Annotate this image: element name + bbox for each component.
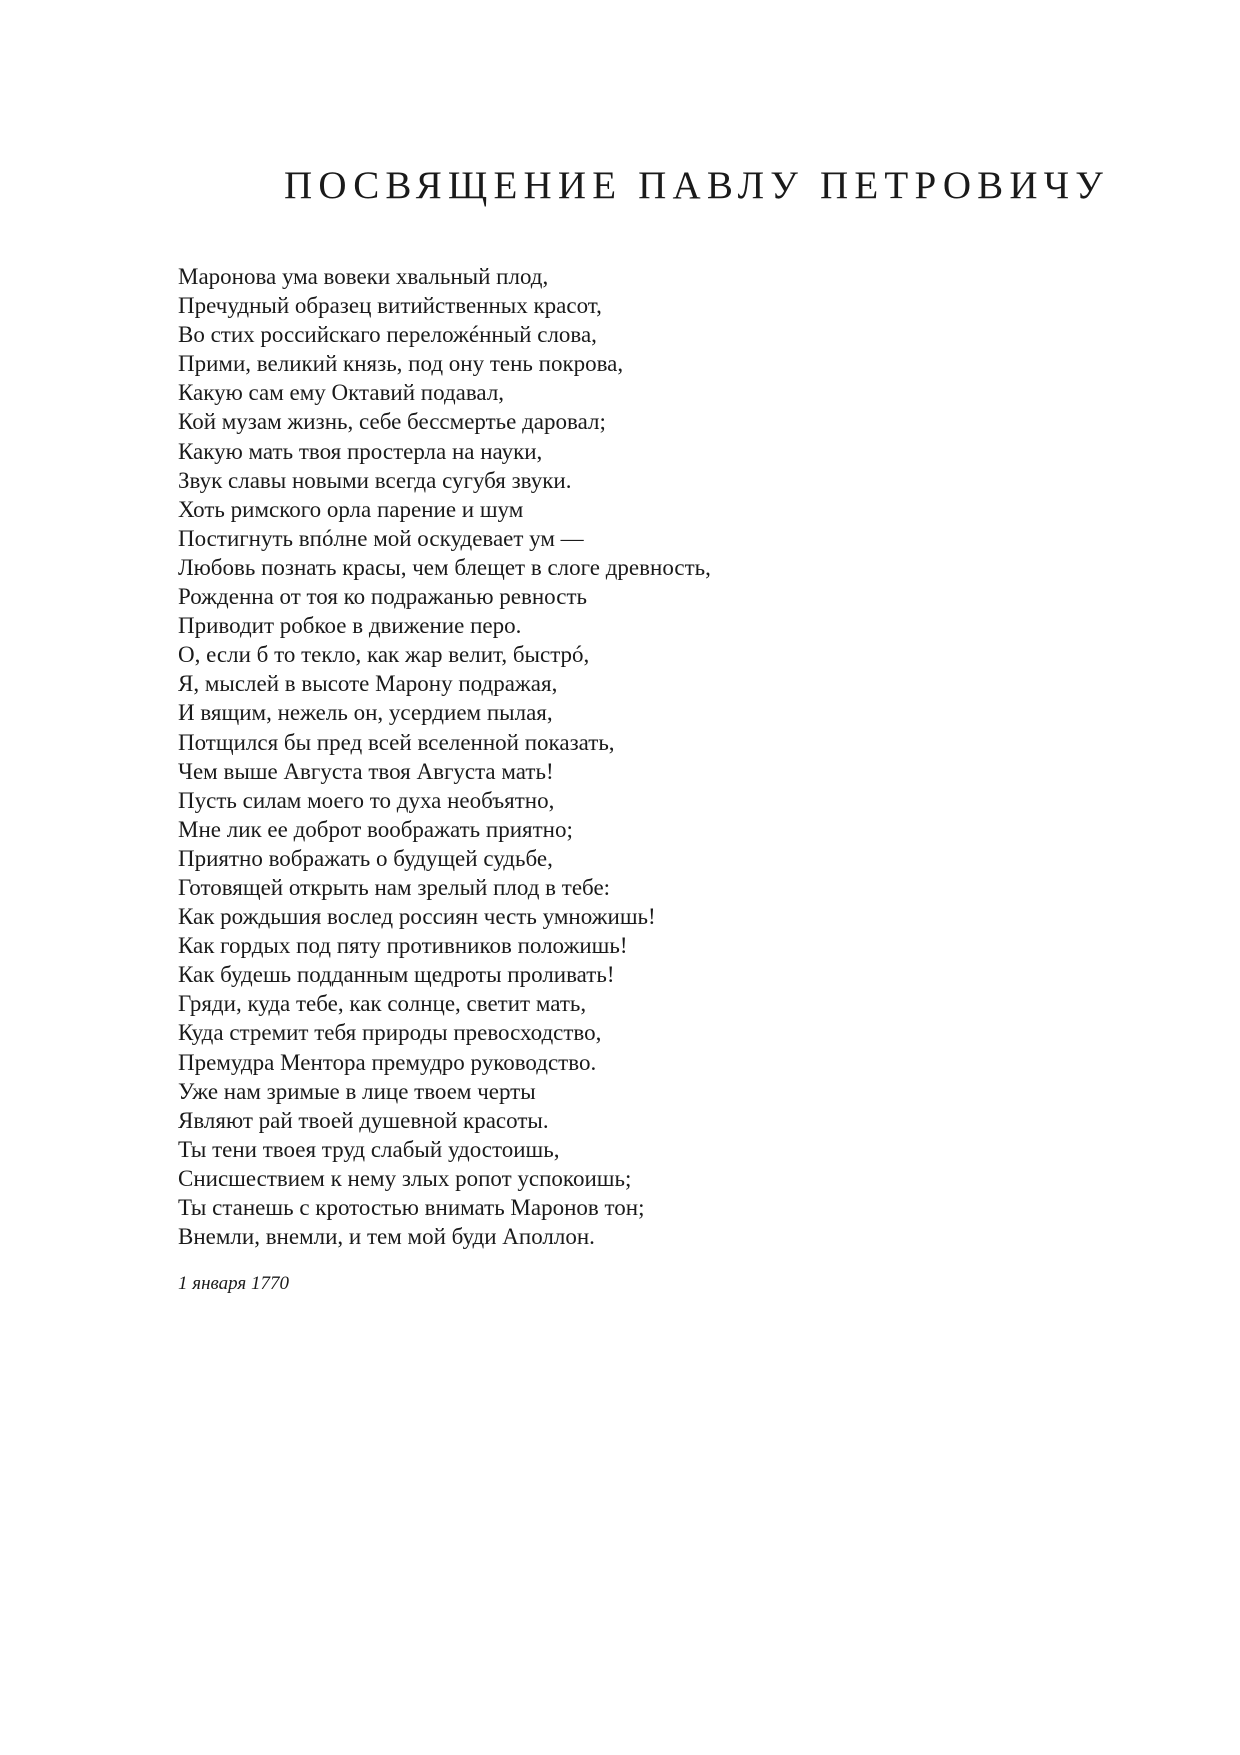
poem-line: Готовящей открыть нам зрелый плод в тебе: [178,874,611,900]
poem-line: Как будешь подданным щедроты проливать! [178,962,615,988]
poem-line: Куда стремит тебя природы превосходство, [178,1020,602,1046]
poem-line: Как рождьшия вослед россиян честь умножишь! [178,904,656,930]
poem-line: Приводит робкое в движение перо. [178,613,522,639]
poem-line: Ты станешь с кротостью внимать Маронов тон; [178,1195,645,1220]
poem-line: Снисшествием к нему злых ропот успокоишь; [178,1165,632,1191]
poem-line: Пречудный образец витийственных красот, [178,293,602,319]
poem-line: Гряди, куда тебе, как солнце, светит мать, [178,991,587,1017]
poem-line: Прими, великий князь, под ону тень покрова, [178,351,624,377]
poem-line: Кой музам жизнь, себе бессмертье даровал; [178,409,606,435]
poem-line: Пусть силам моего то духа необъятно, [178,787,555,813]
poem-line: Какую мать твоя простерла на науки, [178,438,543,464]
poem-line: Внемли, внемли, и тем мой буди Аполлон. [178,1224,595,1250]
poem-line: Премудра Ментора премудро руководство. [178,1049,597,1075]
poem-line: Уже нам зримые в лице твоем черты [178,1078,536,1104]
poem-date: 1 января 1770 [178,1273,289,1294]
poem-line: Постигнуть впóлне мой оскудевает ум — [178,525,584,551]
poem-line: Мне лик ее доброт воображать приятно; [178,816,573,842]
poem-line: Какую сам ему Октавий подавал, [178,380,505,406]
poem-line: Являют рай твоей душевной красоты. [178,1107,549,1133]
poem-line: Я, мыслей в высоте Марону подражая, [178,671,558,697]
poem-line: Любовь познать красы, чем блещет в слоге древность, [178,554,711,580]
poem-line: Звук славы новыми всегда сугубя звуки. [178,467,572,493]
poem-line: Хоть римского орла парение и шум [178,496,524,522]
poem-line: И вящим, нежель он, усердием пылая, [178,700,553,726]
poem-line: Ты тени твоея труд слабый удостоишь, [178,1136,560,1162]
poem-line: Потщился бы пред всей вселенной показать, [178,729,615,755]
poem-line: О, если б то текло, как жар велит, быстрó, [178,642,590,668]
poem-line: Как гордых под пяту противников положишь! [178,933,628,959]
poem-line: Приятно вображать о будущей судьбе, [178,845,553,871]
poem-line: Во стих российскаго переложéнный слова, [178,322,597,348]
poem-line: Маронова ума вовеки хвальный плод, [178,264,549,289]
poem-body [178,262,711,1251]
page-title: ПОСВЯЩЕНИЕ ПАВЛУ ПЕТРОВИЧУ [284,164,1110,207]
poem-line: Рожденна от тоя ко подражанью ревность [178,584,588,610]
poem-line: Чем выше Августа твоя Августа мать! [178,758,554,784]
